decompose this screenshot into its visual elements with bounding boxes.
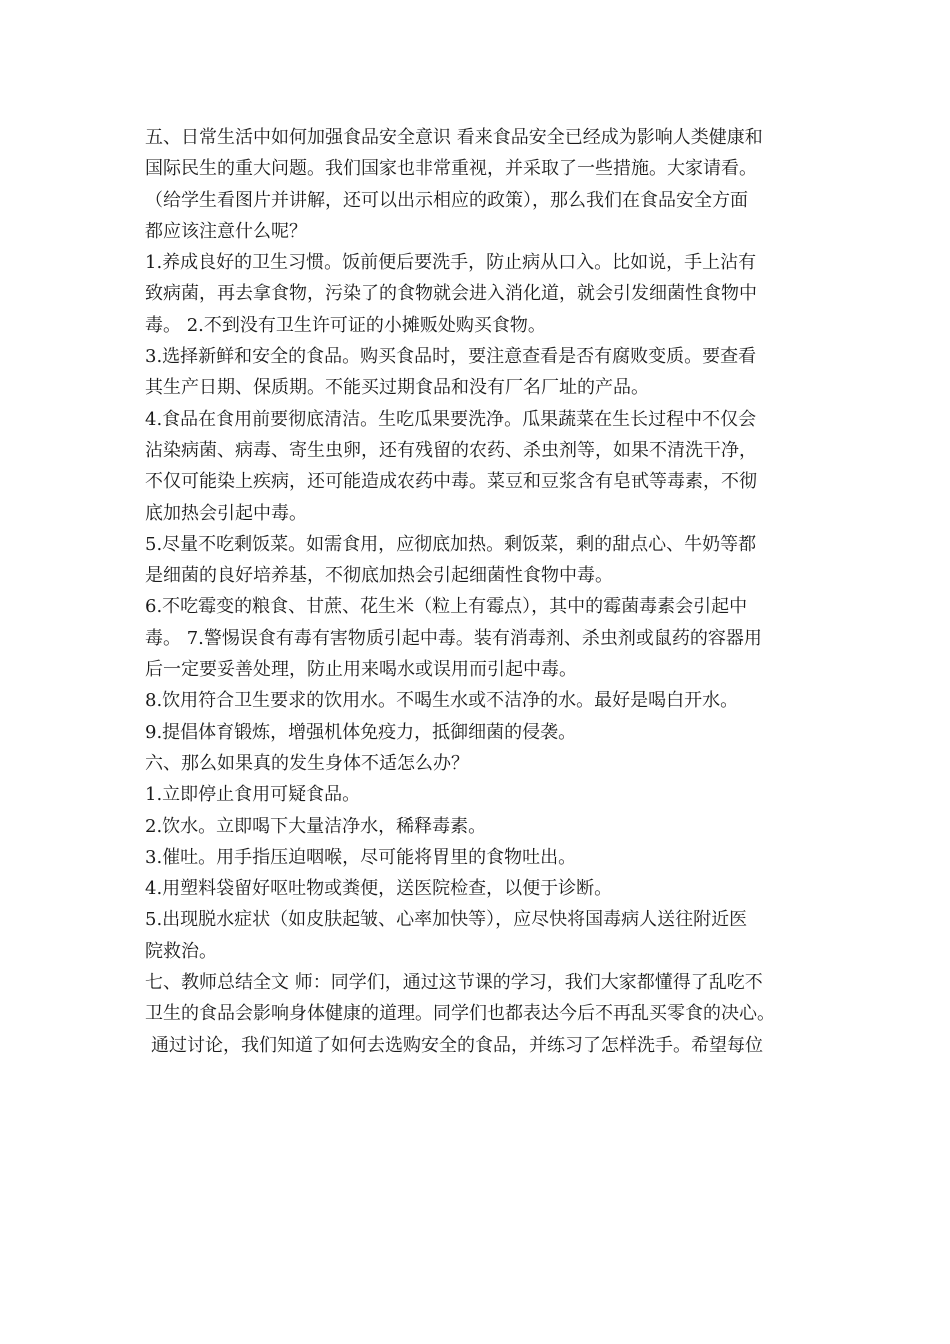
text-line: 国际民生的重大问题。我们国家也非常重视，并采取了一些措施。大家请看。 <box>145 158 757 180</box>
text-line: 五、日常生活中如何加强食品安全意识 看来食品安全已经成为影响人类健康和 <box>145 127 763 148</box>
text-line: 5.尽量不吃剩饭菜。如需食用，应彻底加热。剩饭菜，剩的甜点心、牛奶等都 <box>145 533 757 555</box>
text-line: 4.食品在食用前要彻底清洁。生吃瓜果要洗净。瓜果蔬菜在生长过程中不仅会 <box>145 408 757 430</box>
text-line: 是细菌的良好培养基，不彻底加热会引起细菌性食物中毒。 <box>145 565 613 587</box>
text-line: 毒。 7.警惕误食有毒有害物质引起中毒。装有消毒剂、杀虫剂或鼠药的容器用 <box>145 627 762 649</box>
text-line: 沾染病菌、病毒、寄生虫卵，还有残留的农药、杀虫剂等，如果不清洗干净， <box>145 439 757 461</box>
text-line: 七、教师总结全文 师：同学们，通过这节课的学习，我们大家都懂得了乱吃不 <box>145 972 763 994</box>
text-line: 后一定要妥善处理，防止用来喝水或误用而引起中毒。 <box>145 659 577 681</box>
text-line: 不仅可能染上疾病，还可能造成农药中毒。菜豆和豆浆含有皂甙等毒素，不彻 <box>145 471 757 493</box>
text-line: 卫生的食品会影响身体健康的道理。同学们也都表达今后不再乱买零食的决心。 <box>145 1003 775 1025</box>
text-line: 1.立即停止食用可疑食品。 <box>145 784 361 806</box>
text-line: 2.饮水。立即喝下大量洁净水，稀释毒素。 <box>145 815 487 837</box>
text-line: 都应该注意什么呢？ <box>145 220 307 242</box>
text-line: 毒。 2.不到没有卫生许可证的小摊贩处购买食物。 <box>145 314 546 336</box>
text-line: 9.提倡体育锻炼，增强机体免疫力，抵御细菌的侵袭。 <box>145 721 577 743</box>
text-line: 3.选择新鲜和安全的食品。购买食品时，要注意查看是否有腐败变质。要查看 <box>145 346 757 368</box>
text-line: 底加热会引起中毒。 <box>145 502 307 524</box>
text-line: 8.饮用符合卫生要求的饮用水。不喝生水或不洁净的水。最好是喝白开水。 <box>145 690 739 712</box>
text-line: 1.养成良好的卫生习惯。饭前便后要洗手，防止病从口入。比如说，手上沾有 <box>145 252 757 274</box>
text-line: 院救治。 <box>145 940 217 962</box>
text-line: 6.不吃霉变的粮食、甘蔗、花生米（粒上有霉点），其中的霉菌毒素会引起中 <box>145 596 748 618</box>
text-line: （给学生看图片并讲解，还可以出示相应的政策），那么我们在食品安全方面 <box>145 189 748 211</box>
text-line: 4.用塑料袋留好呕吐物或粪便，送医院检查，以便于诊断。 <box>145 878 613 900</box>
text-line: 3.催吐。用手指压迫咽喉，尽可能将胃里的食物吐出。 <box>145 846 577 868</box>
text-line: 六、那么如果真的发生身体不适怎么办？ <box>145 752 469 774</box>
document-body <box>145 122 815 1061</box>
text-line: 致病菌，再去拿食物，污染了的食物就会进入消化道，就会引发细菌性食物中 <box>145 283 757 305</box>
text-line: 通过讨论，我们知道了如何去选购安全的食品，并练习了怎样洗手。希望每位 <box>151 1034 763 1056</box>
text-line: 5.出现脱水症状（如皮肤起皱、心率加快等），应尽快将国毒病人送往附近医 <box>145 909 748 931</box>
text-line: 其生产日期、保质期。不能买过期食品和没有厂名厂址的产品。 <box>145 377 649 399</box>
